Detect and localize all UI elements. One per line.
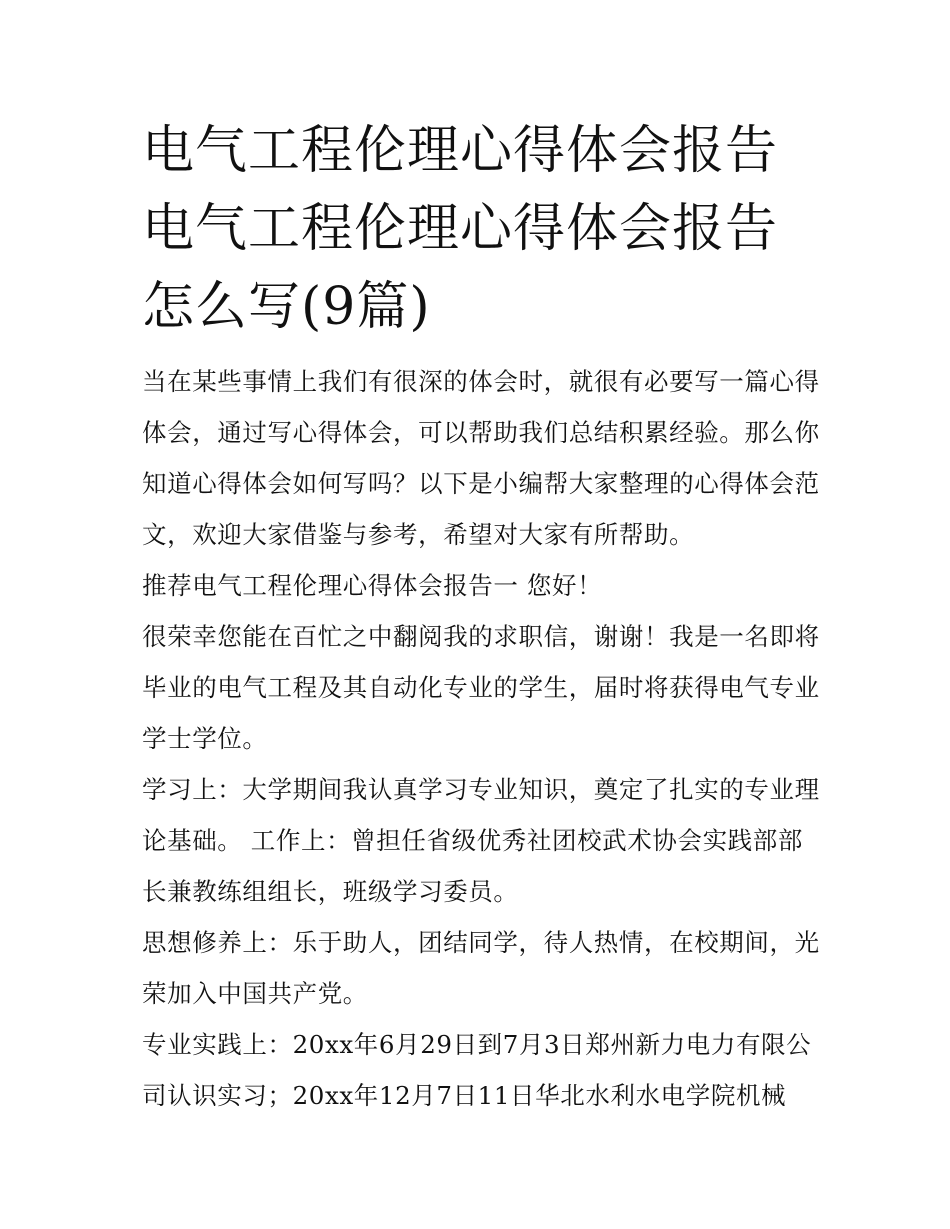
paragraph-study-work: 学习上：大学期间我认真学习专业知识，奠定了扎实的专业理论基础。 工作上：曾担任省级优秀社团校武术协会实践部部长兼教练组组长，班级学习委员。 — [142, 775, 820, 906]
paragraph-character: 思想修养上：乐于助人，团结同学，待人热情，在校期间，光荣加入中国共产党。 — [142, 928, 820, 1008]
paragraph-practice: 专业实践上：20xx年6月29日到7月3日郑州新力电力有限公司认识实习；20xx年12月7日11日华北水利水电学院机械 — [142, 1030, 812, 1110]
paragraph-intro: 当在某些事情上我们有很深的体会时，就很有必要写一篇心得体会，通过写心得体会，可以帮助我们总结积累经验。那么你知道心得体会如何写吗？以下是小编帮大家整理的心得体会范文，欢迎大家借鉴与参考，希望对大家有所帮助。 — [142, 367, 820, 549]
paragraph-self-intro: 很荣幸您能在百忙之中翻阅我的求职信，谢谢！我是一名即将毕业的电气工程及其自动化专业的学生，届时将获得电气专业学士学位。 — [142, 622, 820, 753]
document-title: 电气工程伦理心得体会报告 电气工程伦理心得体会报告怎么写(9篇) — [142, 121, 779, 337]
document-page — [142, 112, 822, 1121]
paragraph-greeting: 推荐电气工程伦理心得体会报告一 您好！ — [142, 571, 603, 600]
document-body — [142, 356, 822, 1121]
